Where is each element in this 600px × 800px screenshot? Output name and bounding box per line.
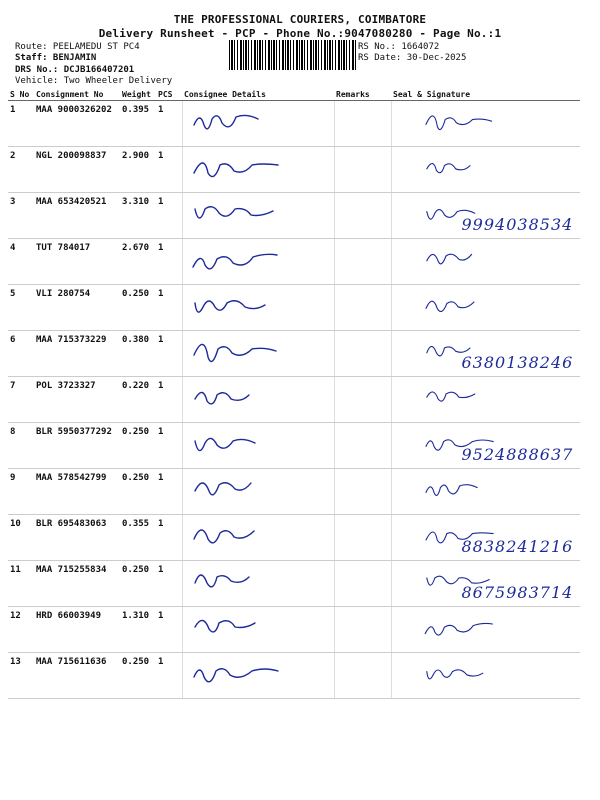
signature-handwriting (422, 657, 542, 691)
pcs-cell: 1 (156, 469, 182, 515)
consignee-cell (182, 561, 334, 607)
sno-cell: 12 (8, 607, 34, 653)
table-row (8, 193, 580, 239)
consignee-handwriting (189, 657, 339, 691)
remarks-cell (334, 607, 391, 653)
signature-handwriting (422, 151, 542, 185)
col-header-remarks: Remarks (334, 88, 391, 101)
pcs-cell: 1 (156, 377, 182, 423)
weight-cell: 0.380 (120, 331, 156, 377)
consignee-cell (182, 147, 334, 193)
signature-handwriting (422, 105, 542, 139)
consignment-cell: MAA 715611636 (34, 653, 120, 699)
sno-cell: 2 (8, 147, 34, 193)
weight-cell: 0.250 (120, 285, 156, 331)
barcode-image (229, 40, 357, 70)
rs-date: RS Date: 30-Dec-2025 (358, 53, 467, 63)
consignee-handwriting (189, 565, 339, 599)
table-body (8, 101, 580, 699)
remarks-cell (334, 331, 391, 377)
consignment-cell: MAA 578542799 (34, 469, 120, 515)
weight-cell: 0.220 (120, 377, 156, 423)
handwritten-phone: 8838241216 (461, 537, 574, 556)
sno-cell: 3 (8, 193, 34, 239)
col-header-sno: S No (8, 88, 34, 101)
weight-cell: 0.250 (120, 561, 156, 607)
signature-cell (391, 285, 580, 331)
pcs-cell: 1 (156, 653, 182, 699)
consignment-cell: NGL 200098837 (34, 147, 120, 193)
pcs-cell: 1 (156, 101, 182, 147)
pcs-cell: 1 (156, 331, 182, 377)
remarks-cell (334, 239, 391, 285)
consignment-cell: VLI 280754 (34, 285, 120, 331)
consignment-cell: MAA 9000326202 (34, 101, 120, 147)
consignee-handwriting (189, 519, 339, 553)
signature-cell (391, 423, 580, 469)
consignee-cell (182, 285, 334, 331)
sno-cell: 4 (8, 239, 34, 285)
remarks-cell (334, 653, 391, 699)
pcs-cell: 1 (156, 515, 182, 561)
signature-cell (391, 607, 580, 653)
signature-cell (391, 101, 580, 147)
consignee-handwriting (189, 243, 339, 277)
sno-cell: 8 (8, 423, 34, 469)
remarks-cell (334, 469, 391, 515)
remarks-cell (334, 147, 391, 193)
signature-cell (391, 331, 580, 377)
consignment-cell: BLR 695483063 (34, 515, 120, 561)
col-header-consignment: Consignment No (34, 88, 120, 101)
remarks-cell (334, 515, 391, 561)
table-row (8, 423, 580, 469)
sno-cell: 10 (8, 515, 34, 561)
table-row (8, 101, 580, 147)
pcs-cell: 1 (156, 193, 182, 239)
table-row (8, 377, 580, 423)
handwritten-phone: 9994038534 (461, 215, 574, 234)
table-row (8, 239, 580, 285)
route-text: Route: PEELAMEDU ST PC4 (15, 42, 140, 52)
sno-cell: 7 (8, 377, 34, 423)
weight-cell: 0.250 (120, 653, 156, 699)
consignment-cell: MAA 715255834 (34, 561, 120, 607)
signature-handwriting (422, 473, 542, 507)
consignee-cell (182, 515, 334, 561)
signature-handwriting (422, 611, 542, 645)
pcs-cell: 1 (156, 147, 182, 193)
signature-handwriting (422, 243, 542, 277)
weight-cell: 0.395 (120, 101, 156, 147)
consignee-handwriting (189, 105, 339, 139)
consignee-cell (182, 607, 334, 653)
pcs-cell: 1 (156, 561, 182, 607)
pcs-cell: 1 (156, 285, 182, 331)
sno-cell: 13 (8, 653, 34, 699)
signature-cell (391, 515, 580, 561)
table-row (8, 561, 580, 607)
col-header-consignee: Consignee Details (182, 88, 334, 101)
consignee-cell (182, 239, 334, 285)
pcs-cell: 1 (156, 423, 182, 469)
signature-handwriting (422, 289, 542, 323)
company-title: THE PROFESSIONAL COURIERS, COIMBATORE (173, 13, 427, 26)
pcs-cell: 1 (156, 607, 182, 653)
pcs-cell: 1 (156, 239, 182, 285)
consignee-handwriting (189, 473, 339, 507)
remarks-cell (334, 193, 391, 239)
col-header-signature: Seal & Signature (391, 88, 580, 101)
signature-cell (391, 561, 580, 607)
drs-number: DRS No.: DCJB166407201 (15, 65, 135, 75)
consignee-handwriting (189, 289, 339, 323)
table-header-row (8, 88, 580, 101)
handwritten-phone: 9524888637 (461, 445, 574, 464)
consignment-cell: POL 3723327 (34, 377, 120, 423)
staff-text: Staff: BENJAMIN (15, 53, 97, 63)
table-row (8, 607, 580, 653)
consignee-handwriting (189, 197, 339, 231)
signature-cell (391, 239, 580, 285)
remarks-cell (334, 285, 391, 331)
vehicle-text: Vehicle: Two Wheeler Delivery (15, 76, 173, 86)
weight-cell: 0.250 (120, 423, 156, 469)
remarks-cell (334, 377, 391, 423)
sno-cell: 5 (8, 285, 34, 331)
rs-number: RS No.: 1664072 (358, 42, 440, 52)
remarks-cell (334, 101, 391, 147)
handwritten-phone: 8675983714 (461, 583, 574, 602)
consignee-cell (182, 377, 334, 423)
sno-cell: 11 (8, 561, 34, 607)
consignee-handwriting (189, 381, 339, 415)
runsheet-table (8, 88, 580, 699)
handwritten-phone: 6380138246 (461, 353, 574, 372)
sno-cell: 1 (8, 101, 34, 147)
signature-cell (391, 147, 580, 193)
consignment-cell: BLR 5950377292 (34, 423, 120, 469)
sno-cell: 6 (8, 331, 34, 377)
consignee-handwriting (189, 427, 339, 461)
table-row (8, 331, 580, 377)
weight-cell: 0.355 (120, 515, 156, 561)
table-row (8, 285, 580, 331)
consignment-cell: HRD 66003949 (34, 607, 120, 653)
consignee-handwriting (189, 151, 339, 185)
signature-cell (391, 377, 580, 423)
weight-cell: 1.310 (120, 607, 156, 653)
table-row (8, 515, 580, 561)
col-header-pcs: PCS (156, 88, 182, 101)
table-row (8, 147, 580, 193)
signature-cell (391, 469, 580, 515)
consignee-handwriting (189, 611, 339, 645)
consignee-handwriting (189, 335, 339, 369)
remarks-cell (334, 423, 391, 469)
runsheet-subtitle: Delivery Runsheet - PCP - Phone No.:9047080280 - Page No.:1 (98, 27, 502, 40)
consignee-cell (182, 469, 334, 515)
remarks-cell (334, 561, 391, 607)
table-row (8, 653, 580, 699)
consignment-cell: TUT 784017 (34, 239, 120, 285)
weight-cell: 2.900 (120, 147, 156, 193)
weight-cell: 2.670 (120, 239, 156, 285)
consignee-cell (182, 331, 334, 377)
signature-handwriting (422, 381, 542, 415)
consignee-cell (182, 653, 334, 699)
weight-cell: 0.250 (120, 469, 156, 515)
table-row (8, 469, 580, 515)
consignment-cell: MAA 715373229 (34, 331, 120, 377)
consignment-cell: MAA 653420521 (34, 193, 120, 239)
consignee-cell (182, 193, 334, 239)
consignee-cell (182, 101, 334, 147)
col-header-weight: Weight (120, 88, 156, 101)
weight-cell: 3.310 (120, 193, 156, 239)
signature-cell (391, 193, 580, 239)
sno-cell: 9 (8, 469, 34, 515)
signature-cell (391, 653, 580, 699)
consignee-cell (182, 423, 334, 469)
